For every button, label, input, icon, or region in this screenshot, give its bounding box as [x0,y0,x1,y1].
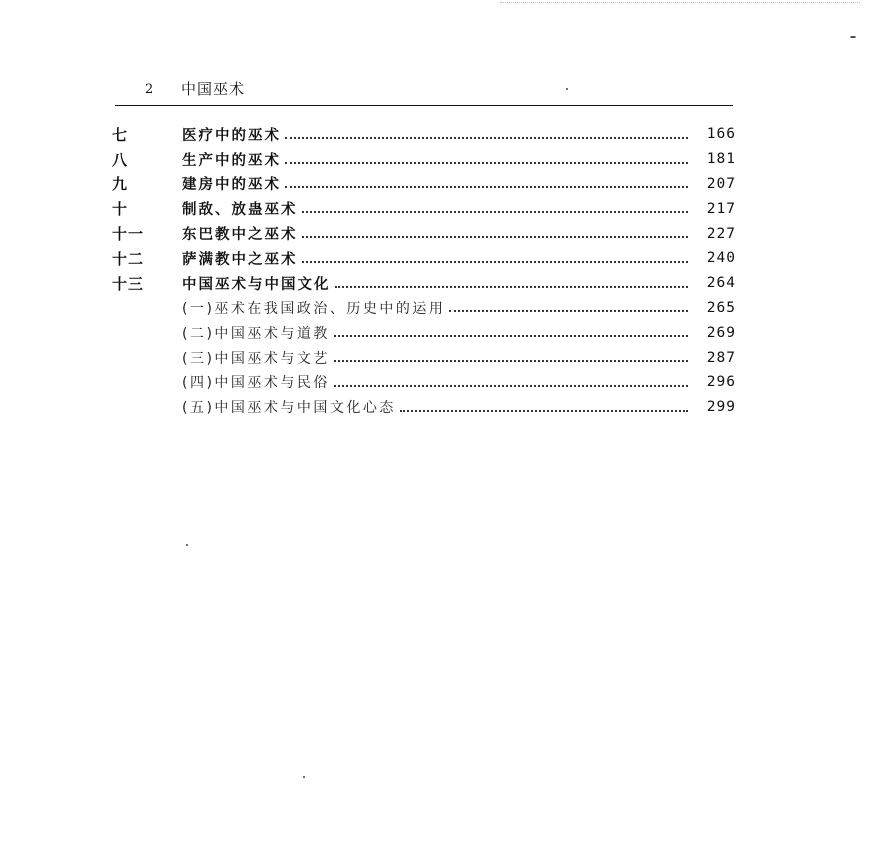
chapter-title: 东巴教中之巫术 [182,227,298,244]
scan-speck [186,544,188,546]
chapter-number: 七 [112,125,129,144]
chapter-number: 十一 [112,225,145,244]
section-title: (二)中国巫术与道教 [182,325,330,342]
dot-leader [302,235,689,238]
toc-subentry [112,320,736,345]
dot-leader [302,210,689,213]
section-title: (四)中国巫术与民俗 [182,375,330,392]
scan-speck [303,776,305,778]
section-page: 299 [706,399,736,416]
section-title: (三)中国巫术与文艺 [182,350,330,367]
chapter-title: 生产中的巫术 [182,152,281,169]
toc-entry [112,196,736,221]
section-title: (五)中国巫术与中国文化心态 [182,400,396,417]
section-page: 269 [706,324,736,341]
chapter-page: 227 [706,225,736,242]
toc-subentry [112,345,736,370]
chapter-page: 217 [706,200,736,217]
toc-entry [112,147,736,172]
toc-entry [112,221,736,246]
dot-leader [334,359,688,362]
chapter-page: 166 [706,126,736,143]
table-of-contents [112,122,736,420]
chapter-number: 九 [112,175,129,194]
dot-leader [335,285,689,288]
dot-leader [285,185,688,188]
scan-artifact-top-border [500,2,860,6]
dot-leader [334,334,688,337]
chapter-title: 医疗中的巫术 [182,127,281,144]
dot-leader [400,409,688,412]
toc-entry [112,271,736,296]
running-title: 中国巫术 [181,80,246,98]
dot-leader [285,161,688,164]
chapter-page: 240 [706,250,736,267]
chapter-number: 十三 [112,274,145,293]
page-number: 2 [145,82,154,97]
page-header [115,78,733,100]
chapter-page: 207 [706,175,736,192]
toc-subentry [112,296,736,321]
dot-leader [334,384,688,387]
section-title: (一)巫术在我国政治、历史中的运用 [182,300,446,317]
toc-entry [112,172,736,197]
chapter-number: 十 [112,200,129,219]
dot-leader [449,309,688,312]
chapter-page: 181 [706,151,736,168]
chapter-number: 八 [112,150,129,169]
toc-entry [112,122,736,147]
chapter-page: 264 [706,275,736,292]
scan-speck [850,36,856,38]
chapter-title: 萨满教中之巫术 [182,251,298,268]
toc-subentry [112,370,736,395]
toc-entry [112,246,736,271]
section-page: 296 [706,374,736,391]
dot-leader [302,260,689,263]
section-page: 287 [706,349,736,366]
toc-subentry [112,395,736,420]
section-page: 265 [706,299,736,316]
header-rule [115,105,733,106]
dot-leader [285,136,688,139]
chapter-title: 制敌、放蛊巫术 [182,202,298,219]
chapter-title: 中国巫术与中国文化 [182,276,331,293]
chapter-title: 建房中的巫术 [182,177,281,194]
chapter-number: 十二 [112,249,145,268]
